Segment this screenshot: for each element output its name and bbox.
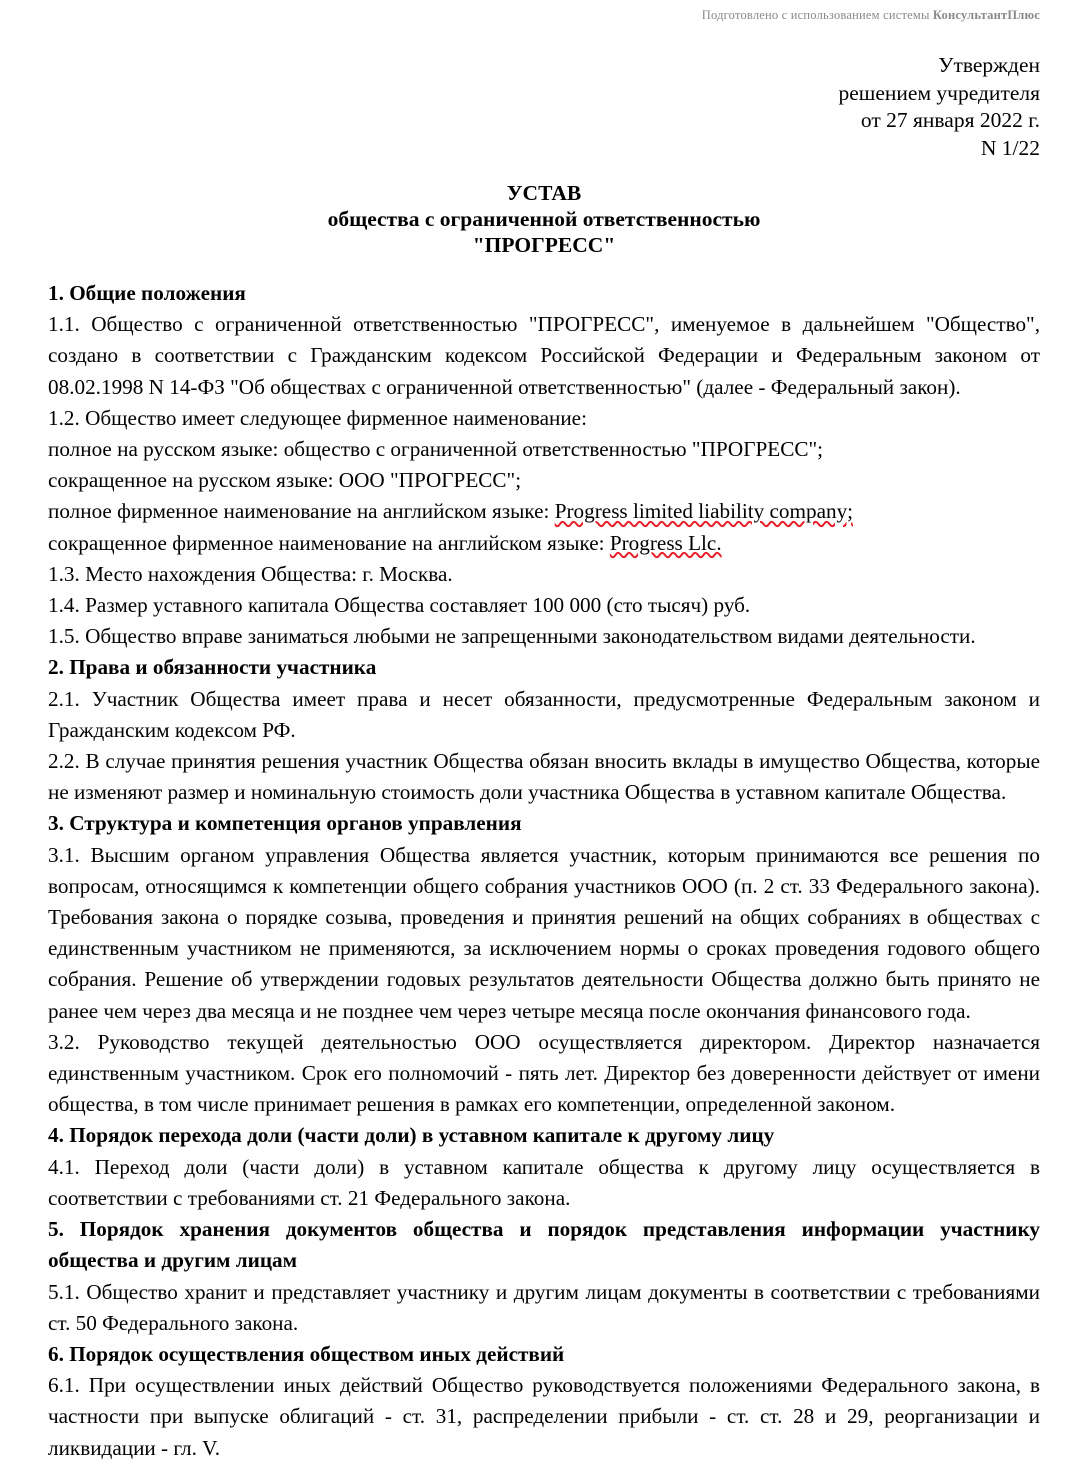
section-heading-5: 5. Порядок хранения документов общества и порядок представления информации участнику общества и другим лицам <box>48 1217 1040 1273</box>
approval-line-2: решением учредителя <box>838 80 1040 105</box>
paragraph-1-2-full-english-name <box>48 496 1040 527</box>
short-english-name-label: сокращенное фирменное наименование на английском языке: <box>48 530 610 555</box>
paragraph-1-2-short-english-name <box>48 528 1040 559</box>
paragraph-1-5: 1.5. Общество вправе заниматься любыми не запрещенными законодательством видами деятельности. <box>48 624 976 649</box>
short-english-name-value-spellcheck-error: Progress Llc. <box>609 530 722 555</box>
paragraph-1-2-short-russian-name: сокращенное на русском языке: ООО "ПРОГРЕСС"; <box>48 468 522 493</box>
paragraph-1-2-full-russian-name: полное на русском языке: общество с ограниченной ответственностью "ПРОГРЕСС"; <box>48 437 823 462</box>
paragraph-1-4: 1.4. Размер уставного капитала Общества составляет 100 000 (сто тысяч) руб. <box>48 593 751 618</box>
full-english-name-value-spellcheck-error: Progress limited liability company; <box>554 499 854 524</box>
approval-line-1: Утвержден <box>938 53 1040 77</box>
full-english-name-label: полное фирменное наименование на английском языке: <box>48 499 555 524</box>
consultant-plus-watermark <box>0 8 1040 23</box>
section-heading-1: 1. Общие положения <box>48 281 246 305</box>
section-heading-2: 2. Права и обязанности участника <box>48 655 377 680</box>
document-body <box>48 278 1040 1464</box>
title-line-company-type: общества с ограниченной ответственностью <box>327 207 761 231</box>
paragraph-4-1: 4.1. Переход доли (части доли) в уставном капитале общества к другому лицу осуществляется в соответствии с требованиями ст. 21 Федерального закона. <box>48 1154 1040 1210</box>
paragraph-2-1: 2.1. Участник Общества имеет права и несет обязанности, предусмотренные Федеральным законом и Гражданским кодексом РФ. <box>48 686 1040 742</box>
paragraph-2-2: 2.2. В случае принятия решения участник Общества обязан вносить вклады в имущество Общества, которые не изменяют размер и номинальную стоимость доли участника Общества в уставном капитале Общества. <box>48 749 1040 805</box>
approval-block <box>0 52 1040 162</box>
paragraph-1-2: 1.2. Общество имеет следующее фирменное наименование: <box>48 405 587 430</box>
paragraph-3-2: 3.2. Руководство текущей деятельностью ООО осуществляется директором. Директор назначается единственным участником. Срок его полномочий - пять лет. Директор без доверенности действует от имени общества, в том числе принимает решения в рамках его компетенции, определенной законом. <box>48 1029 1040 1117</box>
paragraph-3-1: 3.1. Высшим органом управления Общества является участник, которым принимаются все решения по вопросам, относящимся к компетенции общего собрания участников ООО (п. 2 ст. 33 Федерального закона). Требования закона о порядке созыва, проведения и принятия решений на общих собраниях в обществах с единственным участником не применяются, за исключением нормы о сроках проведения годового общего собрания. Решение об утверждении годовых результатов деятельности Общества должно быть принято не ранее чем через два месяца и не позднее чем через четыре месяца после окончания финансового года. <box>48 842 1040 1023</box>
document-title <box>48 180 1040 258</box>
paragraph-5-1: 5.1. Общество хранит и представляет участнику и другим лицам документы в соответствии с требованиями ст. 50 Федерального закона. <box>48 1279 1040 1335</box>
approval-number: N 1/22 <box>980 135 1040 160</box>
paragraph-1-3: 1.3. Место нахождения Общества: г. Москва. <box>48 561 453 586</box>
title-line-ustav: УСТАВ <box>506 181 582 205</box>
section-heading-6: 6. Порядок осуществления обществом иных действий <box>48 1341 565 1366</box>
section-heading-4: 4. Порядок перехода доли (части доли) в уставном капитале к другому лицу <box>48 1123 775 1148</box>
title-line-company-name: "ПРОГРЕСС" <box>472 233 616 257</box>
watermark-prefix: Подготовлено с использованием системы <box>701 8 933 22</box>
approval-date: от 27 января 2022 г. <box>860 108 1040 132</box>
paragraph-1-1: 1.1. Общество с ограниченной ответственностью "ПРОГРЕСС", именуемое в дальнейшем "Общество", создано в соответствии с Гражданским кодексом Российской Федерации и Федеральным законом от 08.02.1998 N 14-ФЗ "Об обществах с ограниченной ответственностью" (далее - Федеральный закон). <box>48 312 1040 399</box>
watermark-brand: КонсультантПлюс <box>932 8 1040 22</box>
section-heading-3: 3. Структура и компетенция органов управления <box>48 811 522 836</box>
paragraph-6-1: 6.1. При осуществлении иных действий Общество руководствуется положениями Федерального закона, в частности при выпуске облигаций - ст. 31, распределении прибыли - ст. ст. 28 и 29, реорганизации и ликвидации - гл. V. <box>48 1373 1040 1460</box>
